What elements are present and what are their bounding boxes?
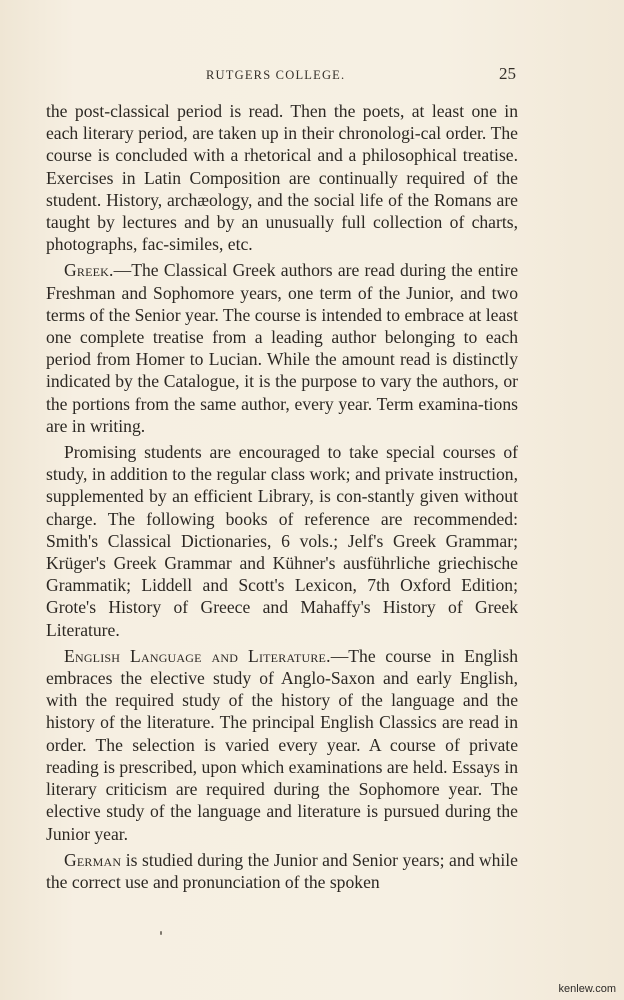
paragraph-english	[46, 645, 518, 845]
section-heading-greek: Greek.	[64, 260, 114, 281]
paragraph-english-text: —The course in English embraces the elective study of Anglo-Saxon and early English, with the required study of the history of the language and the history of the literature. The principal English Classics are read in order. The selection is varied every year. A course of private reading is prescribed, upon which examinations are held. Essays in literary criticism are required during the Sophomore year. The elective study of the language and literature is pursued during the Junior year.	[46, 645, 518, 844]
section-heading-english: English Language and Literature.	[64, 645, 331, 666]
running-title: RUTGERS COLLEGE.	[206, 68, 346, 82]
paragraph-special-courses: Promising students are encouraged to take special courses of study, in addition to the regular class work; and private instruction, supplemented by an efficient Library, is con-stantly given without charge. The following books of reference are recommended: Smith's Classical Dictionaries, 6 vols.; Jelf's Greek Grammar; Krüger's Greek Grammar and Kühner's ausführliche griechische Grammatik; Liddell and Scott's Lexicon, 7th Oxford Edition; Grote's History of Greece and Mahaffy's History of Greek Literature.	[46, 442, 518, 640]
paragraph-greek-text: —The Classical Greek authors are read during the entire Freshman and Sophomore years, one term of the Junior, and two terms of the Senior year. The course is intended to embrace at least one complete treatise from a leading author belonging to each period from Homer to Lucian. While the amount read is distinctly indicated by the Catalogue, it is the purpose to vary the authors, or the portions from the same author, every year. Term examina-tions are in writing.	[46, 260, 518, 436]
running-head	[46, 64, 516, 88]
paragraph-german-text: is studied during the Junior and Senior years; and while the correct use and pronunciation of the spoken	[46, 849, 518, 892]
paragraph-greek	[46, 259, 518, 437]
body-text	[46, 100, 518, 893]
watermark: kenlew.com	[558, 983, 616, 995]
paragraph-latin-continued: the post-classical period is read. Then the poets, at least one in each literary period, are taken up in their chronologi-cal order. The course is concluded with a rhetorical and a philosophical treatise. Exercises in Latin Composition are continually required of the student. History, archæology, and the social life of the Romans are taught by lectures and by an unusually full collection of charts, photographs, fac-similes, etc.	[46, 101, 518, 255]
paragraph-german	[46, 849, 518, 893]
print-speck	[160, 931, 162, 935]
page-number: 25	[499, 64, 516, 83]
section-heading-german: German	[64, 849, 122, 870]
